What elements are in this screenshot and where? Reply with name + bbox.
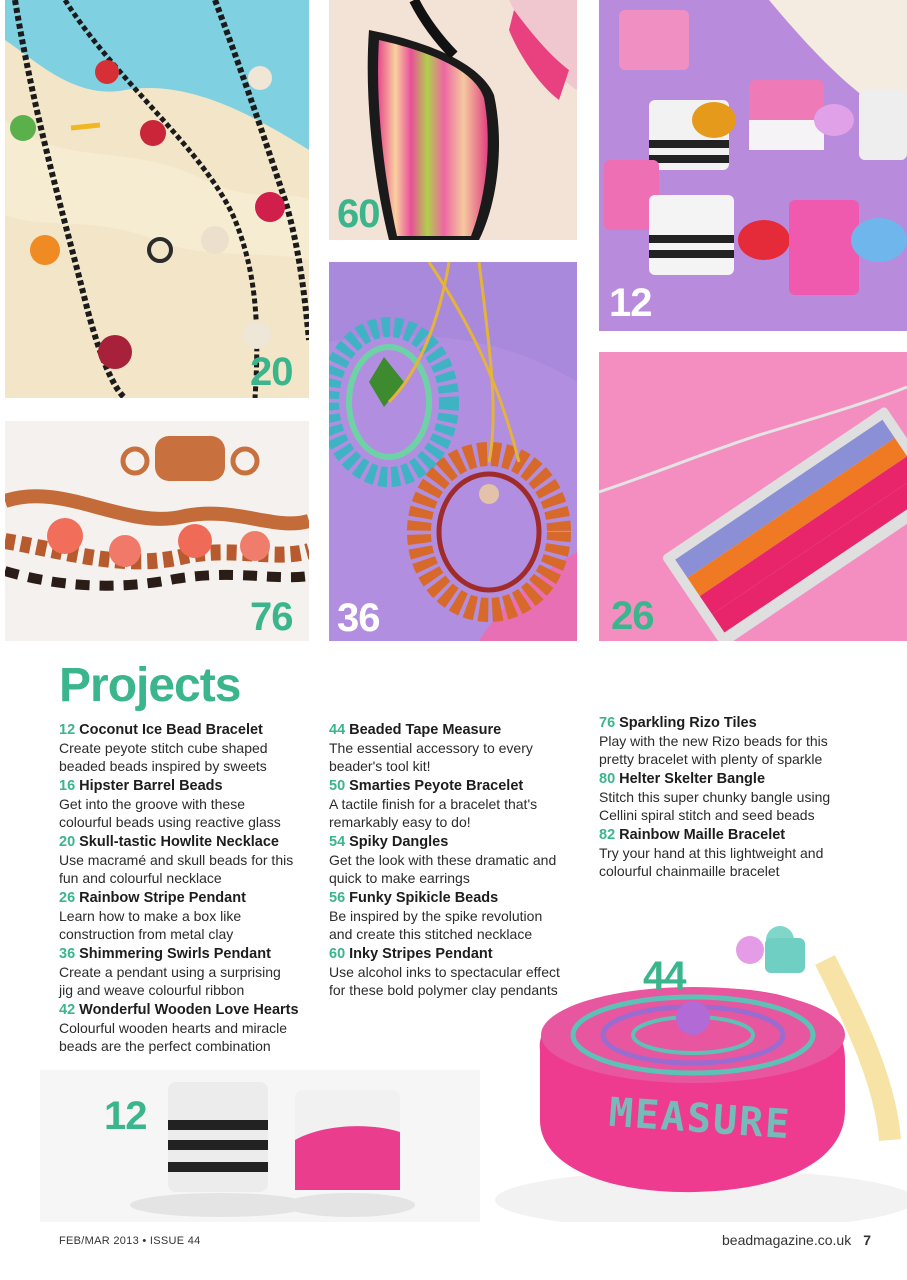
project-desc-line: Use alcohol inks to spectacular effect — [329, 964, 560, 980]
project-page: 26 — [59, 890, 76, 906]
tape-stitched-text: MEASURE — [607, 1089, 793, 1149]
project-entry[interactable] — [599, 826, 869, 880]
project-entry[interactable] — [329, 721, 589, 775]
project-title: Smarties Peyote Bracelet — [349, 778, 524, 794]
projects-column-3 — [599, 714, 869, 882]
project-entry[interactable] — [329, 889, 589, 943]
project-desc-line: Use macramé and skull beads for this — [59, 852, 294, 868]
project-page: 80 — [599, 771, 616, 787]
project-page: 54 — [329, 834, 346, 850]
project-entry[interactable] — [59, 777, 324, 831]
project-entry[interactable] — [59, 945, 324, 999]
photo-page-number: 12 — [609, 281, 652, 325]
cube-bracelet-photo — [599, 0, 907, 331]
project-desc-line: for these bold polymer clay pendants — [329, 982, 558, 998]
photo-page-number: 20 — [250, 350, 293, 394]
project-page: 42 — [59, 1002, 76, 1018]
project-title: Spiky Dangles — [349, 834, 449, 850]
stripe-pendant-photo — [599, 352, 907, 641]
project-desc-line: quick to make earrings — [329, 870, 470, 886]
project-desc-line: beader's tool kit! — [329, 758, 431, 774]
project-title: Wonderful Wooden Love Hearts — [79, 1002, 299, 1018]
project-page: 60 — [329, 946, 346, 962]
page-number: 7 — [863, 1232, 871, 1248]
project-desc-line: Get the look with these dramatic and — [329, 852, 557, 868]
project-desc-line: beaded beads inspired by sweets — [59, 758, 267, 774]
project-page: 16 — [59, 778, 76, 794]
rizo-bracelet-photo — [5, 421, 309, 641]
project-desc-line: beads are the perfect combination — [59, 1038, 271, 1054]
photo-page-number: 26 — [611, 594, 654, 638]
project-title: Shimmering Swirls Pendant — [79, 946, 271, 962]
footer-right — [722, 1232, 871, 1248]
project-title: Skull-tastic Howlite Necklace — [79, 834, 279, 850]
project-entry[interactable] — [59, 833, 324, 887]
project-desc-line: colourful chainmaille bracelet — [599, 863, 780, 879]
project-page: 44 — [329, 722, 346, 738]
project-desc-line: Play with the new Rizo beads for this — [599, 733, 828, 749]
project-entry[interactable] — [599, 714, 869, 768]
project-desc-line: Be inspired by the spike revolution — [329, 908, 543, 924]
cube-beads-photo — [40, 1070, 480, 1222]
project-desc-line: fun and colourful necklace — [59, 870, 222, 886]
project-title: Inky Stripes Pendant — [349, 946, 493, 962]
project-desc-line: Get into the groove with these — [59, 796, 245, 812]
project-page: 76 — [599, 715, 616, 731]
project-page: 12 — [59, 722, 76, 738]
project-desc-line: and create this stitched necklace — [329, 926, 533, 942]
project-entry[interactable] — [329, 833, 589, 887]
project-page: 82 — [599, 827, 616, 843]
project-page: 56 — [329, 890, 346, 906]
photo-page-number: 60 — [337, 192, 380, 236]
issue-info: FEB/MAR 2013 • ISSUE 44 — [59, 1235, 201, 1247]
photo-page-number: 12 — [104, 1094, 147, 1138]
project-entry[interactable] — [59, 889, 324, 943]
project-title: Rainbow Stripe Pendant — [79, 890, 246, 906]
project-title: Rainbow Maille Bracelet — [619, 827, 786, 843]
project-entry[interactable] — [59, 721, 324, 775]
page-title: Projects — [59, 659, 241, 712]
project-desc-line: construction from metal clay — [59, 926, 234, 942]
project-title: Coconut Ice Bead Bracelet — [79, 722, 263, 738]
project-desc-line: Create a pendant using a surprising — [59, 964, 281, 980]
swirl-pendant-photo — [329, 262, 577, 641]
necklace-photo — [5, 0, 309, 398]
project-desc-line: jig and weave colourful ribbon — [59, 982, 245, 998]
project-desc-line: remarkably easy to do! — [329, 814, 471, 830]
project-title: Funky Spikicle Beads — [349, 890, 499, 906]
project-title: Sparkling Rizo Tiles — [619, 715, 757, 731]
photo-page-number: 44 — [643, 954, 686, 998]
project-title: Hipster Barrel Beads — [79, 778, 223, 794]
project-entry[interactable] — [59, 1001, 324, 1055]
project-desc-line: Cellini spiral stitch and seed beads — [599, 807, 815, 823]
project-entry[interactable] — [329, 945, 589, 999]
project-entry[interactable] — [599, 770, 869, 824]
project-desc-line: colourful beads using reactive glass — [59, 814, 281, 830]
project-desc-line: Stitch this super chunky bangle using — [599, 789, 831, 805]
project-desc-line: Colourful wooden hearts and miracle — [59, 1020, 288, 1036]
project-page: 50 — [329, 778, 346, 794]
project-desc-line: The essential accessory to every — [329, 740, 533, 756]
project-desc-line: Create peyote stitch cube shaped — [59, 740, 268, 756]
projects-column-1 — [59, 721, 324, 1057]
photo-page-number: 76 — [250, 595, 293, 639]
project-desc-line: Try your hand at this lightweight and — [599, 845, 824, 861]
project-title: Beaded Tape Measure — [349, 722, 502, 738]
polymer-pendant-photo — [329, 0, 577, 240]
website-link[interactable]: beadmagazine.co.uk — [722, 1232, 852, 1248]
project-desc-line: A tactile finish for a bracelet that's — [329, 796, 538, 812]
photo-page-number: 36 — [337, 596, 380, 640]
project-page: 20 — [59, 834, 76, 850]
project-desc-line: Learn how to make a box like — [59, 908, 242, 924]
project-entry[interactable] — [329, 777, 589, 831]
project-title: Helter Skelter Bangle — [619, 771, 766, 787]
projects-column-2 — [329, 721, 589, 1001]
project-page: 36 — [59, 946, 76, 962]
project-desc-line: pretty bracelet with plenty of sparkle — [599, 751, 823, 767]
